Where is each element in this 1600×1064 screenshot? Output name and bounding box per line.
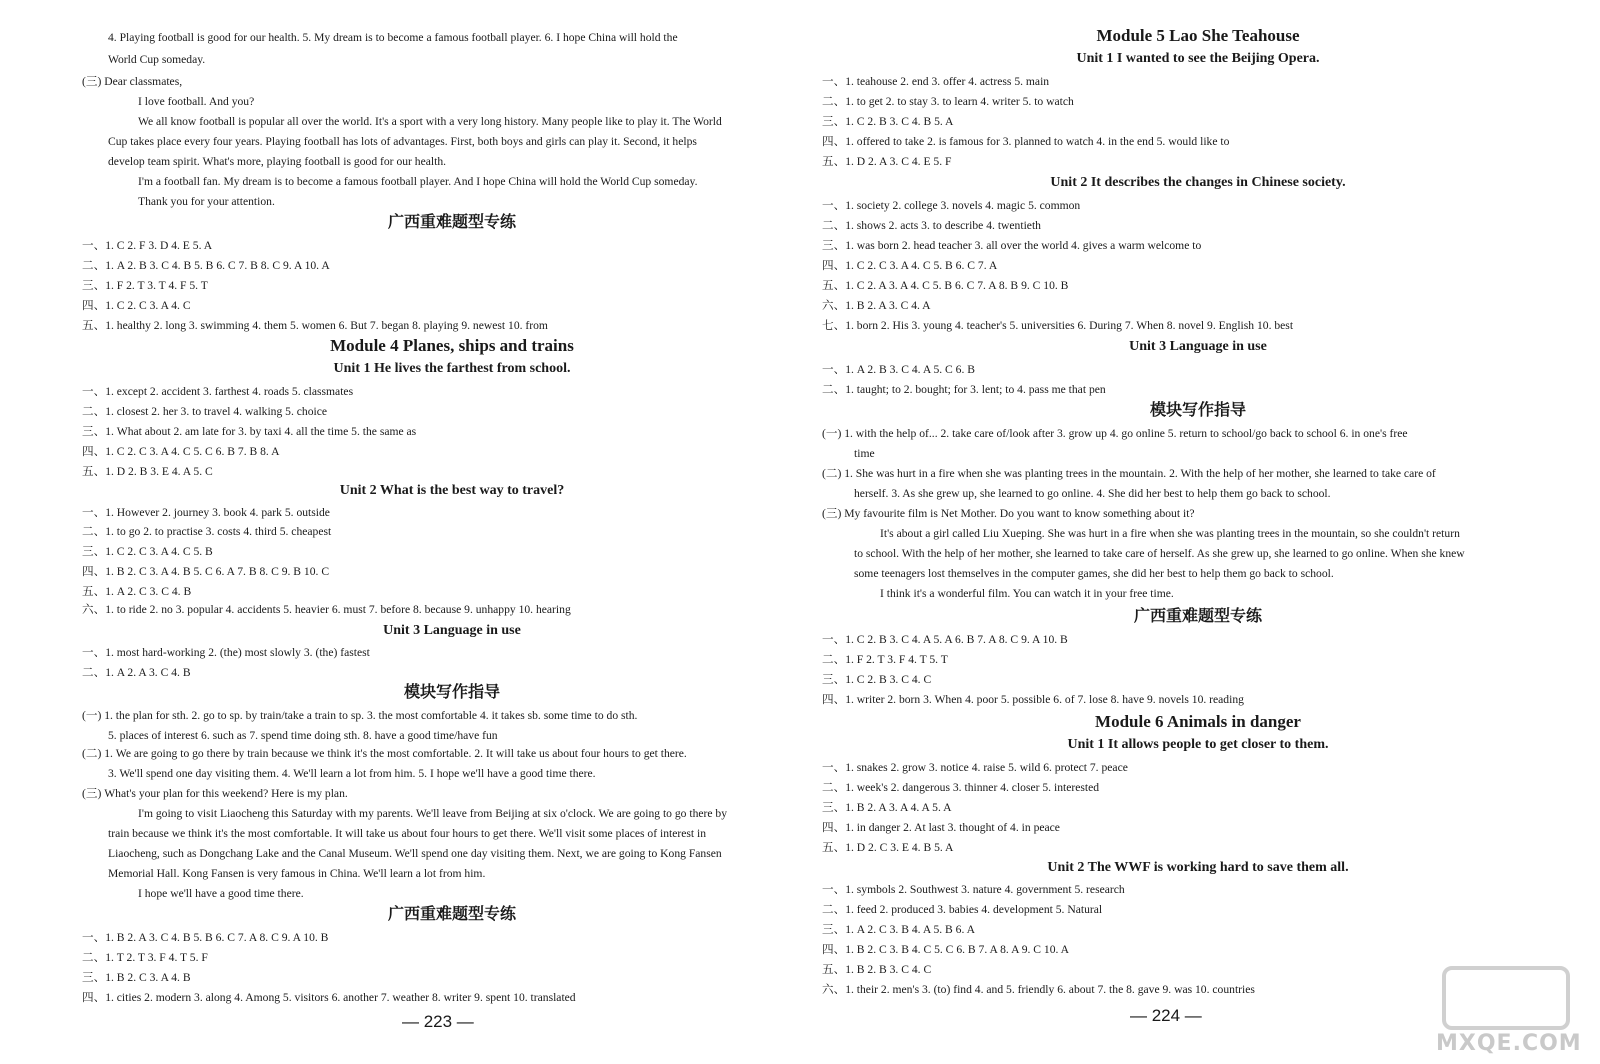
answer-line: 三、1. B 2. A 3. A 4. A 5. A	[822, 801, 952, 814]
answer-line: to school. With the help of her mother, she learned to take care of herself. As she grew up, she learned to go online. When she knew	[854, 547, 1465, 560]
answer-line: I think it's a wonderful film. You can watch it in your free time.	[880, 587, 1174, 600]
answer-line: I love football. And you?	[138, 95, 255, 108]
answer-line: We all know football is popular all over the world. It's a sport with a very long history. Many people like to play it. The World	[138, 115, 722, 128]
answer-line: Cup takes place every four years. Playing football has lots of advantages. First, both boys and girls can play it. Second, it helps	[108, 135, 697, 148]
answer-line: 四、1. B 2. C 3. A 4. B 5. C 6. A 7. B 8. C 9. B 10. C	[82, 565, 330, 578]
answer-line: I'm going to visit Liaocheng this Saturday with my parents. We'll leave from Beijing at six o'clock. We are going to go there by	[138, 807, 728, 820]
answer-line: 二、1. A 2. A 3. C 4. B	[82, 666, 191, 679]
answer-line: 四、1. C 2. C 3. A 4. C 5. B 6. C 7. A	[822, 259, 998, 272]
answer-line: 二、1. closest 2. her 3. to travel 4. walking 5. choice	[82, 405, 328, 418]
watermark-text: MXQE.COM	[1436, 1031, 1582, 1056]
answer-line: I hope we'll have a good time there.	[138, 887, 304, 900]
answer-line: I'm a football fan. My dream is to become a famous football player. And I hope China will hold the World Cup someday.	[138, 175, 698, 188]
answer-line: 二、1. to get 2. to stay 3. to learn 4. writer 5. to watch	[822, 95, 1074, 108]
unit-title: Unit 3 Language in use	[1129, 339, 1267, 354]
answer-line: train because we think it's the most comfortable. It will take us about four hours to get there. We'll visit some places of interest in	[108, 827, 707, 840]
answer-line: 二、1. taught; to 2. bought; for 3. lent; to 4. pass me that pen	[822, 383, 1106, 396]
section-title: 广西重难题型专练	[387, 904, 516, 923]
answer-line: 四、1. C 2. C 3. A 4. C 5. C 6. B 7. B 8. A	[82, 445, 280, 458]
page-number-right: — 224 —	[1130, 1006, 1202, 1025]
section-title: 模块写作指导	[1149, 400, 1246, 419]
unit-title: Unit 2 The WWF is working hard to save them all.	[1047, 860, 1349, 875]
answer-line: herself. 3. As she grew up, she learned to go online. 4. She did her best to help them go back to school.	[854, 487, 1331, 500]
answer-line: World Cup someday.	[108, 53, 206, 66]
answer-line: 二、1. feed 2. produced 3. babies 4. development 5. Natural	[822, 903, 1103, 916]
answer-line: 四、1. cities 2. modern 3. along 4. Among 5. visitors 6. another 7. weather 8. writer 9. spent 10. translated	[82, 991, 576, 1004]
answer-line: 四、1. in danger 2. At last 3. thought of 4. in peace	[822, 821, 1060, 834]
answer-line: 一、1. C 2. F 3. D 4. E 5. A	[82, 239, 213, 252]
answer-line: 一、1. society 2. college 3. novels 4. magic 5. common	[822, 199, 1081, 212]
answer-line: (二) 1. We are going to go there by train because we think it's the most comfortable. 2. It will take us about four hours to get there.	[82, 747, 687, 760]
answer-line: 五、1. C 2. A 3. A 4. C 5. B 6. C 7. A 8. B 9. C 10. B	[822, 279, 1069, 292]
section-title: 广西重难题型专练	[387, 212, 516, 231]
answer-line: (二) 1. She was hurt in a fire when she was planting trees in the mountain. 2. With the help of her mother, she learned to take care of	[822, 467, 1436, 480]
module-title: Module 4 Planes, ships and trains	[330, 336, 574, 355]
answer-line: 一、1. snakes 2. grow 3. notice 4. raise 5. wild 6. protect 7. peace	[822, 761, 1128, 774]
answer-line: 四、1. B 2. C 3. B 4. C 5. C 6. B 7. A 8. A 9. C 10. A	[822, 943, 1070, 956]
answer-line: 二、1. week's 2. dangerous 3. thinner 4. closer 5. interested	[822, 781, 1100, 794]
answer-line: 三、1. C 2. B 3. C 4. B 5. A	[822, 115, 954, 128]
answer-line: 六、1. B 2. A 3. C 4. A	[822, 299, 931, 312]
answer-line: 二、1. shows 2. acts 3. to describe 4. twentieth	[822, 219, 1041, 232]
answer-line: 五、1. A 2. C 3. C 4. B	[82, 585, 192, 598]
unit-title: Unit 2 It describes the changes in Chinese society.	[1050, 175, 1346, 190]
unit-title: Unit 1 It allows people to get closer to them.	[1067, 737, 1329, 752]
module-title: Module 5 Lao She Teahouse	[1096, 26, 1300, 45]
unit-title: Unit 3 Language in use	[383, 623, 521, 638]
answer-line: (三) What's your plan for this weekend? Here is my plan.	[82, 787, 348, 800]
unit-title: Unit 1 He lives the farthest from school.	[333, 361, 571, 376]
answer-line: 三、1. A 2. C 3. B 4. A 5. B 6. A	[822, 923, 975, 936]
answer-line: 三、1. B 2. C 3. A 4. B	[82, 971, 191, 984]
answer-line: 一、1. teahouse 2. end 3. offer 4. actress 5. main	[822, 75, 1050, 88]
answer-line: 三、1. C 2. C 3. A 4. C 5. B	[82, 545, 213, 558]
watermark	[1436, 966, 1586, 1056]
answer-line: 5. places of interest 6. such as 7. spend time doing sth. 8. have a good time/have fun	[108, 729, 498, 742]
answer-line: 五、1. D 2. B 3. E 4. A 5. C	[82, 465, 213, 478]
answer-line: 五、1. B 2. B 3. C 4. C	[822, 963, 932, 976]
answer-stamp-icon	[1442, 966, 1570, 1030]
answer-line: 六、1. their 2. men's 3. (to) find 4. and 5. friendly 6. about 7. the 8. gave 9. was 10. countries	[822, 983, 1255, 996]
answer-line: 一、1. symbols 2. Southwest 3. nature 4. government 5. research	[822, 883, 1125, 896]
answer-line: 六、1. to ride 2. no 3. popular 4. accidents 5. heavier 6. must 7. before 8. because 9. unhappy 10. hearing	[82, 603, 571, 616]
answer-line: Memorial Hall. Kong Fansen is very famous in China. We'll learn a lot from him.	[108, 867, 486, 880]
answer-line: 二、1. A 2. B 3. C 4. B 5. B 6. C 7. B 8. C 9. A 10. A	[82, 259, 330, 272]
answer-line: Thank you for your attention.	[138, 195, 275, 208]
answer-line: 3. We'll spend one day visiting them. 4. We'll learn a lot from him. 5. I hope we'll have a good time there.	[108, 767, 596, 780]
answer-line: 二、1. to go 2. to practise 3. costs 4. third 5. cheapest	[82, 525, 332, 538]
answer-line: time	[854, 447, 875, 460]
answer-line: 五、1. healthy 2. long 3. swimming 4. them 5. women 6. But 7. began 8. playing 9. newest 10. from	[82, 319, 548, 332]
answer-line: 四、1. writer 2. born 3. When 4. poor 5. possible 6. of 7. lose 8. have 9. novels 10. reading	[822, 693, 1244, 706]
answer-line: 三、1. F 2. T 3. T 4. F 5. T	[82, 279, 208, 292]
answer-line: 七、1. born 2. His 3. young 4. teacher's 5. universities 6. During 7. When 8. novel 9. English 10. best	[822, 319, 1294, 332]
answer-line: 一、1. C 2. B 3. C 4. A 5. A 6. B 7. A 8. C 9. A 10. B	[822, 633, 1068, 646]
answer-line: 三、1. What about 2. am late for 3. by taxi 4. all the time 5. the same as	[82, 425, 417, 438]
answer-line: some teenagers lost themselves in the computer games, she did her best to help them go back to school.	[854, 567, 1334, 580]
answer-line: 一、1. except 2. accident 3. farthest 4. roads 5. classmates	[82, 385, 354, 398]
answer-line: (三) Dear classmates,	[82, 75, 183, 88]
unit-title: Unit 2 What is the best way to travel?	[339, 483, 565, 498]
answer-line: (一) 1. the plan for sth. 2. go to sp. by train/take a train to sp. 3. the most comfortable 4. it takes sb. some time to do sth.	[82, 709, 638, 722]
section-title: 模块写作指导	[403, 682, 500, 701]
answer-line: 五、1. D 2. A 3. C 4. E 5. F	[822, 155, 952, 168]
answer-line: 三、1. C 2. B 3. C 4. C	[822, 673, 932, 686]
answer-line: (一) 1. with the help of... 2. take care of/look after 3. grow up 4. go online 5. return to school/go back to school 6. in one's free	[822, 427, 1408, 440]
module-title: Module 6 Animals in danger	[1095, 712, 1301, 731]
answer-line: (三) My favourite film is Net Mother. Do you want to know something about it?	[822, 507, 1195, 520]
answer-line: 三、1. was born 2. head teacher 3. all over the world 4. gives a warm welcome to	[822, 239, 1202, 252]
answer-line: Liaocheng, such as Dongchang Lake and the Canal Museum. We'll spend one day visiting them. Next, we are going to Kong Fansen	[108, 847, 722, 860]
unit-title: Unit 1 I wanted to see the Beijing Opera.	[1076, 51, 1320, 66]
answer-line: 二、1. T 2. T 3. F 4. T 5. F	[82, 951, 208, 964]
answer-line: 一、1. B 2. A 3. C 4. B 5. B 6. C 7. A 8. C 9. A 10. B	[82, 931, 329, 944]
section-title: 广西重难题型专练	[1133, 606, 1262, 625]
answer-line: 四、1. C 2. C 3. A 4. C	[82, 299, 191, 312]
answer-line: develop team spirit. What's more, playing football is good for our health.	[108, 155, 447, 168]
answer-line: 一、1. most hard-working 2. (the) most slowly 3. (the) fastest	[82, 646, 370, 659]
answer-line: 一、1. However 2. journey 3. book 4. park 5. outside	[82, 506, 330, 519]
answer-line: 4. Playing football is good for our health. 5. My dream is to become a famous football player. 6. I hope China will hold the	[108, 31, 678, 44]
answer-line: 五、1. D 2. C 3. E 4. B 5. A	[822, 841, 954, 854]
answer-line: 二、1. F 2. T 3. F 4. T 5. T	[822, 653, 948, 666]
answer-line: It's about a girl called Liu Xueping. She was hurt in a fire when she was planting trees in the mountain, so she couldn't return	[880, 527, 1460, 540]
page-number-left: — 223 —	[402, 1012, 474, 1031]
answer-line: 一、1. A 2. B 3. C 4. A 5. C 6. B	[822, 363, 975, 376]
answer-line: 四、1. offered to take 2. is famous for 3. planned to watch 4. in the end 5. would like to	[822, 135, 1230, 148]
